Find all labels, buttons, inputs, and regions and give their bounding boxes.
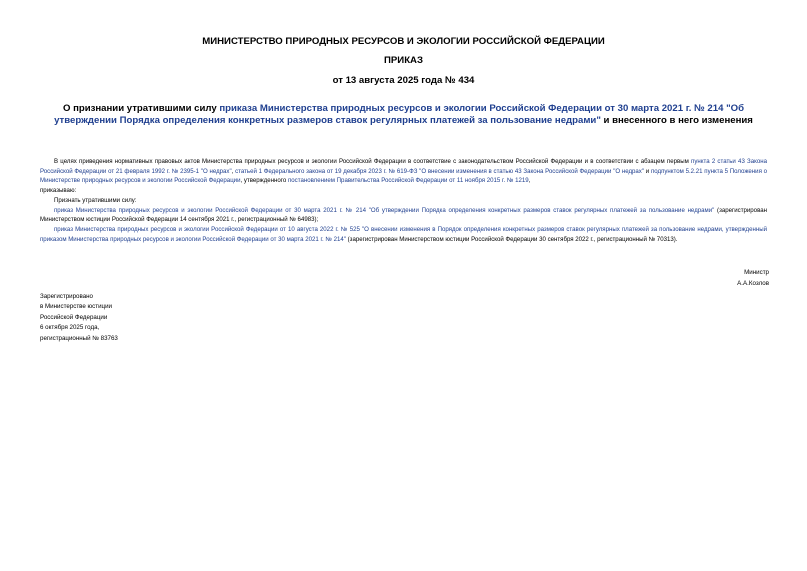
repealed-item-2: [40, 225, 767, 244]
title-suffix: и внесенного в него изменения: [600, 115, 753, 126]
registration-line: Зарегистрировано: [40, 293, 93, 300]
recognize-line: Признать утратившими силу:: [54, 196, 137, 204]
ministry-name: МИНИСТЕРСТВО ПРИРОДНЫХ РЕСУРСОВ И ЭКОЛОГИИ РОССИЙСКОЙ ФЕДЕРАЦИИ: [202, 36, 605, 47]
document-type: ПРИКАЗ: [384, 55, 423, 66]
federal-law-link[interactable]: статьей 1 Федерального закона от 19 декабря 2023 г. № 619-ФЗ "О внесении изменения в статью 43 Закона Российской Федерации "О недрах": [235, 167, 645, 175]
document-body: [40, 157, 767, 244]
document-title: [40, 103, 767, 127]
preamble-text: ,: [528, 177, 531, 185]
title-prefix: О признании утратившими силу: [62, 103, 220, 114]
registration-line: Российской Федерации: [40, 313, 108, 321]
order-525-link[interactable]: приказ Министерства природных ресурсов и экологии Российской Федерации от 10 августа 2022 г. № 525 "О внесении изменения в Порядок определения конкретных размеров ставок регулярных платежей за пользование недрами, утвержденный приказом Министерства природных ресурсов и экологии Российской Федерации от 30 марта 2021 г. № 214": [40, 225, 767, 243]
preamble-text: , утвержденного: [240, 177, 288, 185]
registration-line: регистрационный № 83763: [40, 334, 118, 342]
preamble-text: и: [644, 167, 651, 175]
item-2-text: (зарегистрирован Министерством юстиции Российской Федерации 30 сентября 2022 г., регистрационный № 70313).: [345, 235, 678, 243]
repealed-item-1: [40, 206, 767, 225]
document-date-number: от 13 августа 2025 года № 434: [332, 75, 475, 86]
preamble-text: В целях приведения нормативных правовых актов Министерства природных ресурсов и экологии Российской Федерации в соответствие с законодательством Российской Федерации и в соответствии с абзацем первым: [54, 158, 692, 165]
signature-block: [737, 268, 769, 289]
registration-line: 6 октября 2025 года,: [40, 324, 100, 332]
government-decree-link[interactable]: постановлением Правительства Российской Федерации от 11 ноября 2015 г. № 1219: [287, 177, 529, 185]
preamble-text: ,: [231, 167, 236, 175]
order-214-link[interactable]: приказ Министерства природных ресурсов и экологии Российской Федерации от 30 марта 2021 г. № 214 "Об утверждении Порядка определения конкретных размеров ставок регулярных платежей за пользование недрами": [54, 206, 715, 214]
preamble-paragraph: [40, 157, 767, 186]
signatory-position: Министр: [744, 269, 769, 276]
registration-block: [40, 292, 118, 344]
item-1-text: (зарегистрирован Министерством юстиции Российской Федерации 14 сентября 2021 г., регистрационный № 64983);: [40, 206, 767, 224]
registration-line: в Министерстве юстиции: [40, 303, 113, 311]
law-link[interactable]: пункта 2 статьи 43 Закона Российской Федерации от 21 февраля 1992 г. № 2395-1 "О недрах": [40, 158, 768, 175]
order-word: приказываю:: [40, 187, 77, 195]
regulation-link[interactable]: подпунктом 5.2.21 пункта 5 Положения о Министерстве природных ресурсов и экологии Российской Федерации: [40, 167, 768, 185]
title-link[interactable]: приказа Министерства природных ресурсов и экологии Российской Федерации от 30 марта 2021 г. № 214 "Об утверждении Порядка определения конкретных размеров ставок регулярных платежей за пользование недрами": [54, 103, 745, 126]
signatory-name: А.А.Козлов: [737, 279, 769, 287]
